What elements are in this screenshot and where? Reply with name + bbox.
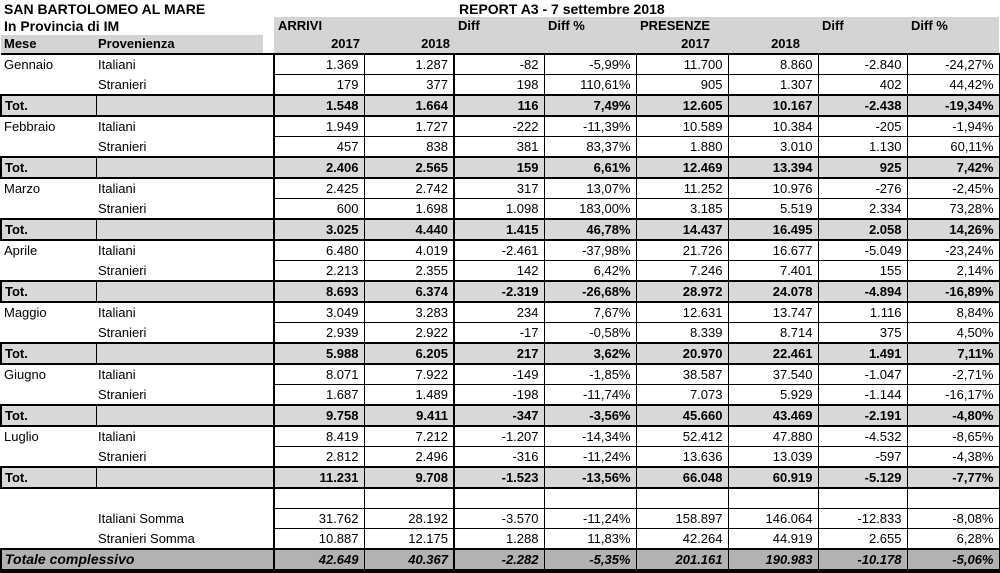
total-value-cell: 217 — [454, 343, 544, 364]
value-cell: 60,11% — [907, 137, 999, 158]
arrivi-2018-header: 2018 — [364, 35, 454, 54]
total-value-cell: -4.894 — [818, 281, 907, 302]
table-body — [1, 54, 999, 571]
month-italiani-row — [1, 364, 999, 385]
total-value-cell: 28.972 — [636, 281, 728, 302]
spacer-cell — [544, 35, 636, 54]
arrivi-group-header: ARRIVI — [274, 17, 454, 35]
value-cell: 7,67% — [544, 302, 636, 323]
value-cell: -11,39% — [544, 116, 636, 137]
value-cell: 8.339 — [636, 323, 728, 344]
value-cell: 2.812 — [274, 447, 364, 468]
report-title: REPORT A3 - 7 settembre 2018 — [459, 1, 665, 17]
value-cell: 183,00% — [544, 199, 636, 220]
month-cell: Gennaio — [4, 57, 54, 73]
page-title: SAN BARTOLOMEO AL MARE — [4, 1, 206, 17]
month-cell: Aprile — [4, 243, 38, 259]
grand-total-value: 190.983 — [728, 549, 818, 571]
summary-value-cell: 31.762 — [274, 509, 364, 529]
value-cell: 838 — [364, 137, 454, 158]
total-value-cell: 8.693 — [274, 281, 364, 302]
presenze-diff-header: Diff — [818, 17, 907, 35]
arrivi-diff-header: Diff — [454, 17, 544, 35]
value-cell: 179 — [274, 75, 364, 96]
total-value-cell: 3,62% — [544, 343, 636, 364]
value-cell: 2,14% — [907, 261, 999, 282]
value-cell: 4,50% — [907, 323, 999, 344]
summary-value-cell: 1.288 — [454, 529, 544, 550]
grand-total-value: -5,35% — [544, 549, 636, 571]
value-cell: 2.922 — [364, 323, 454, 344]
value-cell: -4.532 — [818, 426, 907, 447]
value-cell: -1.144 — [818, 385, 907, 406]
month-stranieri-row — [1, 323, 999, 344]
value-cell: -5,99% — [544, 54, 636, 75]
provenance-cell: Stranieri — [98, 76, 147, 92]
total-value-cell: -2.191 — [818, 405, 907, 426]
blank-cell — [96, 488, 274, 509]
total-value-cell: 1.415 — [454, 219, 544, 240]
month-stranieri-row — [1, 261, 999, 282]
grand-total-value: 42.649 — [274, 549, 364, 571]
arrivi-diffpct-header: Diff % — [544, 17, 636, 35]
total-value-cell: 2.406 — [274, 157, 364, 178]
provenance-cell: Stranieri — [98, 386, 147, 402]
blank-value-cell — [274, 488, 364, 509]
provenance-cell: Stranieri — [98, 324, 147, 340]
summary-value-cell: 44.919 — [728, 529, 818, 550]
value-cell: -82 — [454, 54, 544, 75]
grand-total-value: 201.161 — [636, 549, 728, 571]
value-cell: -597 — [818, 447, 907, 468]
month-total-row — [1, 95, 999, 116]
column-header-row — [1, 35, 999, 54]
total-spacer-cell — [96, 281, 274, 302]
total-value-cell: 9.758 — [274, 405, 364, 426]
value-cell: 3.185 — [636, 199, 728, 220]
value-cell: 47.880 — [728, 426, 818, 447]
total-label-cell: Tot. — [1, 405, 96, 426]
summary-row — [1, 509, 999, 529]
blank-value-cell — [636, 488, 728, 509]
total-value-cell: 6.374 — [364, 281, 454, 302]
total-value-cell: 2.565 — [364, 157, 454, 178]
value-cell: 2.742 — [364, 178, 454, 199]
blank-value-cell — [907, 488, 999, 509]
value-cell: 2.334 — [818, 199, 907, 220]
summary-value-cell: -3.570 — [454, 509, 544, 529]
month-cell — [1, 199, 96, 220]
grand-total-value: -2.282 — [454, 549, 544, 571]
total-value-cell: 6.205 — [364, 343, 454, 364]
total-value-cell: -3,56% — [544, 405, 636, 426]
month-italiani-row — [1, 426, 999, 447]
value-cell: 381 — [454, 137, 544, 158]
value-cell: 457 — [274, 137, 364, 158]
value-cell: 1.880 — [636, 137, 728, 158]
value-cell: 21.726 — [636, 240, 728, 261]
total-value-cell: -2.319 — [454, 281, 544, 302]
total-value-cell: 12.469 — [636, 157, 728, 178]
total-label-cell: Tot. — [1, 95, 96, 116]
total-value-cell: -13,56% — [544, 467, 636, 488]
month-italiani-row — [1, 178, 999, 199]
total-value-cell: 10.167 — [728, 95, 818, 116]
subtitle: In Provincia di IM — [1, 17, 274, 35]
total-spacer-cell — [96, 467, 274, 488]
value-cell: -23,24% — [907, 240, 999, 261]
value-cell: 110,61% — [544, 75, 636, 96]
total-value-cell: -5.129 — [818, 467, 907, 488]
month-total-row — [1, 343, 999, 364]
month-stranieri-row — [1, 75, 999, 96]
month-cell — [1, 447, 96, 468]
provenienza-header: Provenienza — [96, 35, 274, 54]
value-cell: 11.700 — [636, 54, 728, 75]
total-value-cell: -19,34% — [907, 95, 999, 116]
month-stranieri-row — [1, 447, 999, 468]
title-row — [1, 0, 999, 17]
blank-value-cell — [818, 488, 907, 509]
value-cell: 7.246 — [636, 261, 728, 282]
value-cell: -1.207 — [454, 426, 544, 447]
value-cell: 3.283 — [364, 302, 454, 323]
value-cell: 198 — [454, 75, 544, 96]
summary-value-cell: -8,08% — [907, 509, 999, 529]
value-cell: 8.071 — [274, 364, 364, 385]
value-cell: -316 — [454, 447, 544, 468]
total-spacer-cell — [96, 405, 274, 426]
value-cell: -198 — [454, 385, 544, 406]
presenze-2018-header: 2018 — [728, 35, 818, 54]
value-cell: 5.519 — [728, 199, 818, 220]
value-cell: 8,84% — [907, 302, 999, 323]
title-cell — [1, 0, 999, 17]
month-cell: Febbraio — [4, 119, 56, 135]
value-cell: 155 — [818, 261, 907, 282]
value-cell: 377 — [364, 75, 454, 96]
value-cell: 2.939 — [274, 323, 364, 344]
value-cell: -205 — [818, 116, 907, 137]
provenance-cell: Stranieri — [98, 200, 147, 216]
value-cell: 13.039 — [728, 447, 818, 468]
blank-value-cell — [454, 488, 544, 509]
value-cell: -222 — [454, 116, 544, 137]
month-stranieri-row — [1, 199, 999, 220]
provenance-cell: Italiani — [98, 429, 136, 445]
total-label-cell: Tot. — [1, 467, 96, 488]
provenance-cell: Italiani — [98, 57, 136, 73]
month-total-row — [1, 219, 999, 240]
summary-value-cell: 6,28% — [907, 529, 999, 550]
value-cell: 83,37% — [544, 137, 636, 158]
value-cell: 375 — [818, 323, 907, 344]
value-cell: 2.425 — [274, 178, 364, 199]
value-cell: 37.540 — [728, 364, 818, 385]
summary-value-cell: 28.192 — [364, 509, 454, 529]
summary-value-cell: 12.175 — [364, 529, 454, 550]
total-value-cell: -4,80% — [907, 405, 999, 426]
total-value-cell: 116 — [454, 95, 544, 116]
provenance-cell: Italiani — [98, 119, 136, 135]
value-cell: 10.976 — [728, 178, 818, 199]
value-cell: 1.949 — [274, 116, 364, 137]
value-cell: 600 — [274, 199, 364, 220]
value-cell: 2.213 — [274, 261, 364, 282]
total-value-cell: 14.437 — [636, 219, 728, 240]
month-cell: Luglio — [4, 429, 39, 445]
summary-value-cell: 42.264 — [636, 529, 728, 550]
total-value-cell: 16.495 — [728, 219, 818, 240]
total-value-cell: 60.919 — [728, 467, 818, 488]
total-value-cell: 22.461 — [728, 343, 818, 364]
total-value-cell: 9.411 — [364, 405, 454, 426]
value-cell: -24,27% — [907, 54, 999, 75]
value-cell: 6.480 — [274, 240, 364, 261]
month-cell — [1, 261, 96, 282]
value-cell: 13,07% — [544, 178, 636, 199]
value-cell: -2,45% — [907, 178, 999, 199]
value-cell: 44,42% — [907, 75, 999, 96]
value-cell: 13.747 — [728, 302, 818, 323]
month-cell — [1, 137, 96, 158]
total-label-cell: Tot. — [1, 281, 96, 302]
value-cell: 1.287 — [364, 54, 454, 75]
value-cell: 234 — [454, 302, 544, 323]
total-value-cell: -26,68% — [544, 281, 636, 302]
provenance-cell: Stranieri — [98, 138, 147, 154]
value-cell: 73,28% — [907, 199, 999, 220]
total-label-cell: Tot. — [1, 219, 96, 240]
value-cell: -11,24% — [544, 447, 636, 468]
summary-value-cell: 10.887 — [274, 529, 364, 550]
total-value-cell: 9.708 — [364, 467, 454, 488]
separator-row — [1, 488, 999, 509]
value-cell: 11.252 — [636, 178, 728, 199]
value-cell: 1.698 — [364, 199, 454, 220]
blank-value-cell — [728, 488, 818, 509]
summary-value-cell: 146.064 — [728, 509, 818, 529]
month-stranieri-row — [1, 385, 999, 406]
summary-row — [1, 529, 999, 550]
total-label-cell: Tot. — [1, 343, 96, 364]
value-cell: -1,94% — [907, 116, 999, 137]
mese-header: Mese — [1, 35, 96, 54]
month-italiani-row — [1, 302, 999, 323]
total-spacer-cell — [96, 219, 274, 240]
month-cell — [1, 75, 96, 96]
value-cell: 3.049 — [274, 302, 364, 323]
total-value-cell: 7,42% — [907, 157, 999, 178]
month-cell: Marzo — [4, 181, 41, 197]
value-cell: 8.860 — [728, 54, 818, 75]
blank-value-cell — [544, 488, 636, 509]
value-cell: 10.384 — [728, 116, 818, 137]
month-cell — [1, 323, 96, 344]
total-value-cell: 3.025 — [274, 219, 364, 240]
month-italiani-row — [1, 54, 999, 75]
value-cell: 1.098 — [454, 199, 544, 220]
value-cell: 16.677 — [728, 240, 818, 261]
month-total-row — [1, 281, 999, 302]
spacer-cell — [818, 35, 907, 54]
value-cell: -1.047 — [818, 364, 907, 385]
value-cell: 7.212 — [364, 426, 454, 447]
grand-total-value: -5,06% — [907, 549, 999, 571]
value-cell: -2.840 — [818, 54, 907, 75]
grand-total-value: 40.367 — [364, 549, 454, 571]
value-cell: 2.355 — [364, 261, 454, 282]
blank-cell — [1, 509, 96, 529]
value-cell: 1.727 — [364, 116, 454, 137]
value-cell: 12.631 — [636, 302, 728, 323]
total-value-cell: 43.469 — [728, 405, 818, 426]
value-cell: -0,58% — [544, 323, 636, 344]
value-cell: 7.073 — [636, 385, 728, 406]
value-cell: 7.401 — [728, 261, 818, 282]
value-cell: 5.929 — [728, 385, 818, 406]
blank-cell — [1, 529, 96, 550]
month-total-row — [1, 467, 999, 488]
summary-value-cell: 2.655 — [818, 529, 907, 550]
spacer-cell — [907, 35, 999, 54]
value-cell: -37,98% — [544, 240, 636, 261]
value-cell: 1.116 — [818, 302, 907, 323]
value-cell: 1.687 — [274, 385, 364, 406]
spacer-cell — [454, 35, 544, 54]
value-cell: -2.461 — [454, 240, 544, 261]
value-cell: 142 — [454, 261, 544, 282]
value-cell: -16,17% — [907, 385, 999, 406]
value-cell: -17 — [454, 323, 544, 344]
grand-total-row — [1, 549, 999, 571]
total-value-cell: 159 — [454, 157, 544, 178]
month-italiani-row — [1, 116, 999, 137]
total-label-cell: Tot. — [1, 157, 96, 178]
value-cell: 1.130 — [818, 137, 907, 158]
value-cell: -1,85% — [544, 364, 636, 385]
total-spacer-cell — [96, 343, 274, 364]
value-cell: 4.019 — [364, 240, 454, 261]
value-cell: 6,42% — [544, 261, 636, 282]
grand-total-label: Totale complessivo — [1, 549, 274, 571]
month-cell: Maggio — [4, 305, 47, 321]
value-cell: 1.489 — [364, 385, 454, 406]
presenze-diffpct-header: Diff % — [907, 17, 999, 35]
grand-total-value: -10.178 — [818, 549, 907, 571]
provenance-cell: Italiani — [98, 367, 136, 383]
total-spacer-cell — [96, 157, 274, 178]
total-value-cell: 1.491 — [818, 343, 907, 364]
total-value-cell: 66.048 — [636, 467, 728, 488]
total-value-cell: 6,61% — [544, 157, 636, 178]
total-value-cell: 14,26% — [907, 219, 999, 240]
total-value-cell: 24.078 — [728, 281, 818, 302]
total-value-cell: -2.438 — [818, 95, 907, 116]
value-cell: -4,38% — [907, 447, 999, 468]
provenance-cell: Stranieri — [98, 262, 147, 278]
value-cell: 402 — [818, 75, 907, 96]
month-total-row — [1, 157, 999, 178]
total-value-cell: 12.605 — [636, 95, 728, 116]
total-value-cell: 2.058 — [818, 219, 907, 240]
value-cell: 905 — [636, 75, 728, 96]
total-value-cell: 5.988 — [274, 343, 364, 364]
total-value-cell: 46,78% — [544, 219, 636, 240]
value-cell: 2.496 — [364, 447, 454, 468]
month-stranieri-row — [1, 137, 999, 158]
total-value-cell: -7,77% — [907, 467, 999, 488]
total-value-cell: 11.231 — [274, 467, 364, 488]
month-italiani-row — [1, 240, 999, 261]
total-value-cell: 45.660 — [636, 405, 728, 426]
summary-value-cell: 158.897 — [636, 509, 728, 529]
total-value-cell: 7,11% — [907, 343, 999, 364]
month-cell — [1, 385, 96, 406]
value-cell: 10.589 — [636, 116, 728, 137]
month-total-row — [1, 405, 999, 426]
presenze-group-header: PRESENZE — [636, 17, 818, 35]
total-value-cell: 1.664 — [364, 95, 454, 116]
provenance-cell: Stranieri — [98, 448, 147, 464]
summary-value-cell: 11,83% — [544, 529, 636, 550]
value-cell: -276 — [818, 178, 907, 199]
summary-label-cell: Italiani Somma — [98, 511, 184, 526]
value-cell: -11,74% — [544, 385, 636, 406]
total-value-cell: 7,49% — [544, 95, 636, 116]
value-cell: 8.419 — [274, 426, 364, 447]
total-value-cell: 13.394 — [728, 157, 818, 178]
value-cell: -14,34% — [544, 426, 636, 447]
value-cell: 7.922 — [364, 364, 454, 385]
total-value-cell: -16,89% — [907, 281, 999, 302]
group-header-row — [1, 17, 999, 35]
blank-value-cell — [364, 488, 454, 509]
total-value-cell: 20.970 — [636, 343, 728, 364]
provenance-cell: Italiani — [98, 243, 136, 259]
value-cell: 1.369 — [274, 54, 364, 75]
total-value-cell: 4.440 — [364, 219, 454, 240]
value-cell: 3.010 — [728, 137, 818, 158]
summary-value-cell: -12.833 — [818, 509, 907, 529]
value-cell: 1.307 — [728, 75, 818, 96]
total-value-cell: -1.523 — [454, 467, 544, 488]
arrivi-2017-header: 2017 — [274, 35, 364, 54]
value-cell: -5.049 — [818, 240, 907, 261]
total-value-cell: -347 — [454, 405, 544, 426]
total-spacer-cell — [96, 95, 274, 116]
value-cell: 13.636 — [636, 447, 728, 468]
provenance-cell: Italiani — [98, 305, 136, 321]
value-cell: -8,65% — [907, 426, 999, 447]
value-cell: 317 — [454, 178, 544, 199]
month-cell: Giugno — [4, 367, 46, 383]
blank-cell — [1, 488, 96, 509]
value-cell: 52.412 — [636, 426, 728, 447]
value-cell: 38.587 — [636, 364, 728, 385]
value-cell: 8.714 — [728, 323, 818, 344]
summary-label-cell: Stranieri Somma — [98, 530, 195, 546]
value-cell: -2,71% — [907, 364, 999, 385]
summary-value-cell: -11,24% — [544, 509, 636, 529]
total-value-cell: 925 — [818, 157, 907, 178]
provenance-cell: Italiani — [98, 181, 136, 197]
total-value-cell: 1.548 — [274, 95, 364, 116]
presenze-2017-header: 2017 — [636, 35, 728, 54]
value-cell: -149 — [454, 364, 544, 385]
